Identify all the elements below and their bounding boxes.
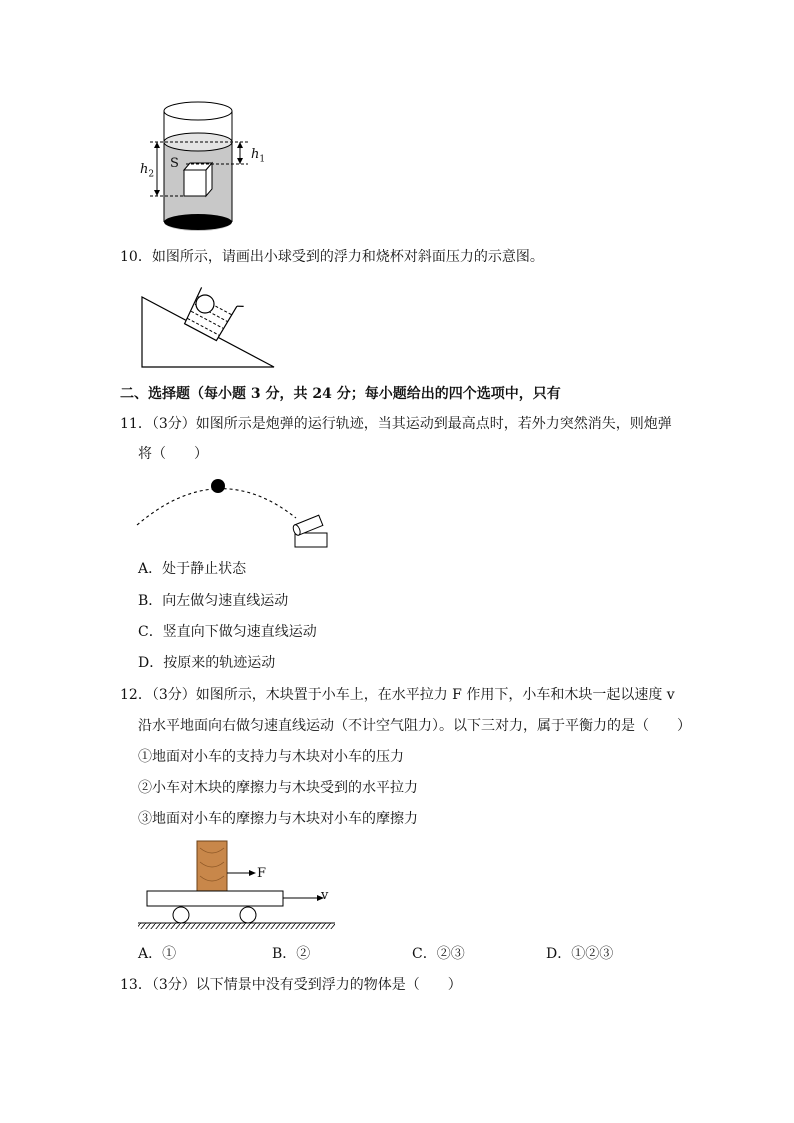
q12-line1: 12．（3分）如图所示，木块置于小车上，在水平拉力 F 作用下，小车和木块一起以速度 v: [120, 687, 675, 703]
q10-text: 10．如图所示，请画出小球受到的浮力和烧杯对斜面压力的示意图。: [120, 249, 544, 265]
q12-option-d[interactable]: D．①②③: [546, 946, 614, 962]
q12-option-c[interactable]: C．②③: [412, 946, 465, 962]
cart-body: [147, 891, 283, 906]
label-h2-main: h: [140, 162, 149, 177]
label-v: v: [321, 888, 329, 903]
q11-option-d[interactable]: D．按原来的轨迹运动: [138, 655, 276, 671]
q12-item-1: ①地面对小车的支持力与木块对小车的压力: [138, 749, 404, 765]
cart-wheel-left: [173, 907, 189, 923]
section-2-heading: 二、选择题（每小题 3 分，共 24 分；每小题给出的四个选项中，只有: [120, 386, 561, 402]
q12-option-a[interactable]: A．①: [138, 946, 177, 962]
label-F: F: [257, 866, 267, 881]
label-h1-main: h: [251, 147, 260, 162]
q12-item-3: ③地面对小车的摩擦力与木块对小车的摩擦力: [138, 811, 418, 827]
q11-option-a[interactable]: A．处于静止状态: [138, 561, 247, 577]
q11-option-b[interactable]: B．向左做匀速直线运动: [138, 593, 289, 609]
q12-line2: 沿水平地面向右做匀速直线运动（不计空气阻力）。以下三对力，属于平衡力的是（ ）: [138, 718, 691, 734]
label-h1-sub: 1: [259, 154, 266, 165]
q13-text: 13．（3分）以下情景中没有受到浮力的物体是（ ）: [120, 977, 462, 993]
wood-block: [197, 841, 227, 891]
cart-wheel-right: [240, 907, 256, 923]
q12-option-b[interactable]: B．②: [272, 946, 311, 962]
label-h2-sub: 2: [148, 169, 155, 180]
q12-item-2: ②小车对木块的摩擦力与木块受到的水平拉力: [138, 780, 418, 796]
q11-line1: 11．（3分）如图所示是炮弹的运行轨迹，当其运动到最高点时，若外力突然消失，则炮弹: [120, 416, 672, 432]
q11-line2: 将（ ）: [138, 446, 208, 462]
q11-option-c[interactable]: C．竖直向下做匀速直线运动: [138, 624, 317, 640]
label-S: S: [170, 156, 179, 171]
